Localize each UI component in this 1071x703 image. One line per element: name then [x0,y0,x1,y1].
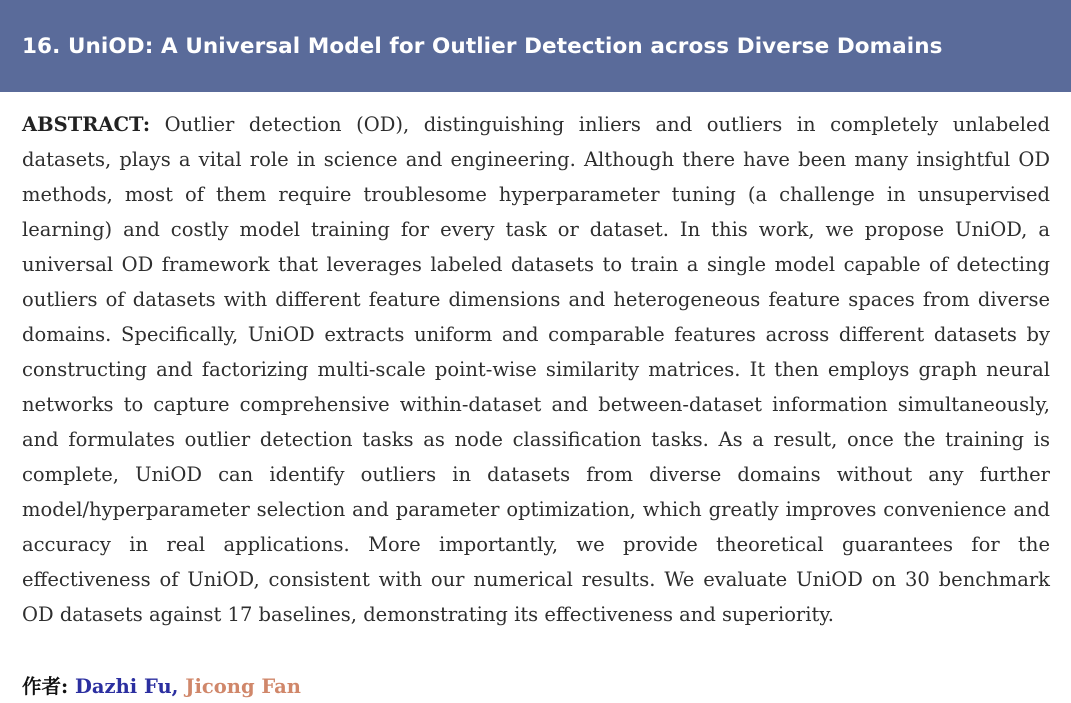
author-link-1[interactable]: Dazhi Fu [75,675,172,698]
authors-line [22,669,301,703]
abstract-label: ABSTRACT: [22,113,151,136]
abstract [22,107,1050,632]
author-link-2[interactable]: Jicong Fan [185,675,301,698]
author-separator: , [171,675,179,698]
paper-title: 16. UniOD: A Universal Model for Outlier Detection across Diverse Domains [22,33,943,59]
authors-label: 作者: [22,675,69,698]
abstract-text: Outlier detection (OD), distinguishing inliers and outliers in completely unlabeled datasets, plays a vital role in science and engineering. Although there have been many insightful OD methods, most of them require troublesome hyperparameter tuning (a challenge in unsupervised learning) and costly model training for every task or dataset. In this work, we propose UniOD, a universal OD framework that leverages labeled datasets to train a single model capable of detecting outliers of datasets with different feature dimensions and heterogeneous feature spaces from diverse domains. Specifically, UniOD extracts uniform and comparable features across different datasets by constructing and factorizing multi-scale point-wise similarity matrices. It then employs graph neural networks to capture comprehensive within-dataset and between-dataset information simultaneously, and formulates outlier detection tasks as node classification tasks. As a result, once the training is complete, UniOD can identify outliers in datasets from diverse domains without any further model/hyperparameter selection and parameter optimization, which greatly improves convenience and accuracy in real applications. More importantly, we provide theoretical guarantees for the effectiveness of UniOD, consistent with our numerical results. We evaluate UniOD on 30 benchmark OD datasets against 17 baselines, demonstrating its effectiveness and superiority. [22,113,1050,626]
title-bar [0,0,1071,92]
